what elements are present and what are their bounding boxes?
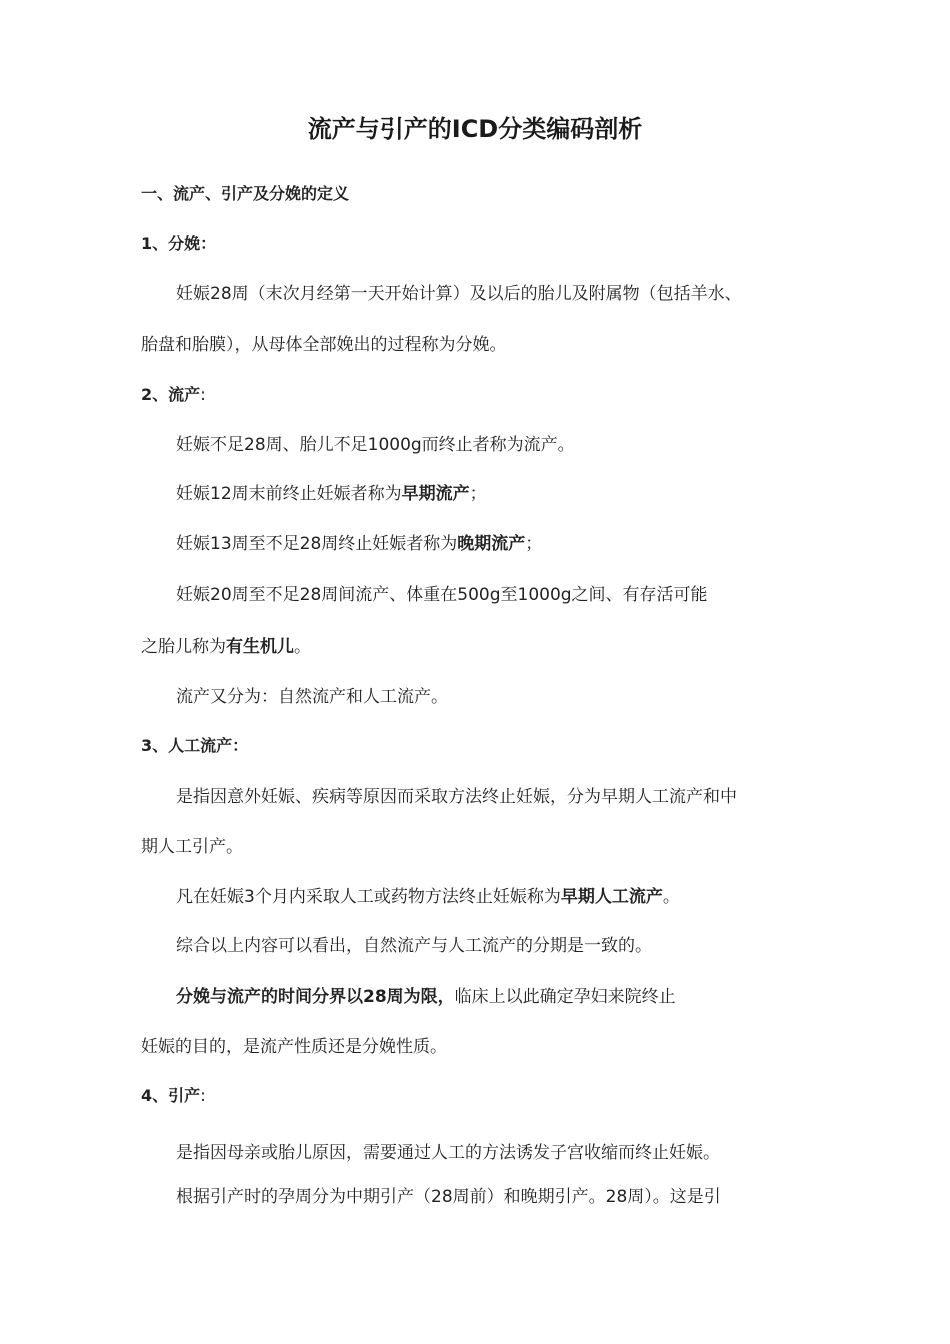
- subheading-induction-text: 4、引产: [141, 1086, 201, 1105]
- paragraph-viable-fetus-line1: 妊娠20周至不足28周间流产、体重在500g至1000g之间、有存活可能: [176, 585, 708, 605]
- paragraph-summary: 综合以上内容可以看出，自然流产与人工流产的分期是一致的。: [176, 936, 652, 956]
- paragraph-abortion-types: 流产又分为：自然流产和人工流产。: [176, 687, 448, 707]
- paragraph-induced-line2: 期人工引产。: [141, 837, 243, 857]
- bold-term-early-induced-abortion: 早期人工流产: [560, 887, 663, 907]
- paragraph-induction-definition: 是指因母亲或胎儿原因，需要通过人工的方法诱发子宫收缩而终止妊娠。: [176, 1143, 720, 1163]
- paragraph-boundary-line2: 妊娠的目的，是流产性质还是分娩性质。: [141, 1037, 447, 1057]
- subheading-delivery: 1、分娩：: [141, 234, 217, 253]
- paragraph-late-abortion: [176, 532, 542, 556]
- text: ；: [525, 534, 543, 554]
- paragraph-induced-line1: 是指因意外妊娠、疾病等原因而采取方法终止妊娠，分为早期人工流产和中: [176, 787, 737, 807]
- text: 。: [294, 637, 311, 657]
- paragraph-abortion-definition: 妊娠不足28周、胎儿不足1000g而终止者称为流产。: [176, 435, 575, 455]
- subheading-abortion-text: 2、流产: [141, 385, 201, 404]
- text: 妊娠13周至不足28周终止妊娠者称为: [176, 534, 458, 554]
- text: 之胎儿称为: [141, 637, 226, 657]
- paragraph-delivery-line1: 妊娠28周（末次月经第一天开始计算）及以后的胎儿及附属物（包括羊水、: [176, 284, 742, 304]
- bold-term-early-abortion: 早期流产: [401, 484, 470, 504]
- section-heading-definitions: 一、流产、引产及分娩的定义: [141, 184, 350, 203]
- text: 临床上以此确定孕妇来院终止: [454, 987, 676, 1007]
- paragraph-delivery-line2: 胎盘和胎膜），从母体全部娩出的过程称为分娩。: [141, 335, 507, 355]
- subheading-abortion-colon: :: [200, 385, 206, 405]
- text: ；: [469, 484, 487, 504]
- subheading-induction-colon: :: [200, 1086, 206, 1106]
- paragraph-induction-classification: 根据引产时的孕周分为中期引产（28周前）和晚期引产。28周）。这是引: [176, 1187, 721, 1207]
- text: 。: [662, 887, 680, 907]
- text: 凡在妊娠3个月内采取人工或药物方法终止妊娠称为: [176, 887, 561, 907]
- paragraph-early-induced: [176, 885, 680, 909]
- paragraph-viable-fetus-line2: [141, 635, 311, 659]
- subheading-abortion: [141, 383, 206, 407]
- paragraph-early-abortion: [176, 482, 487, 506]
- bold-boundary-statement: 分娩与流产的时间分界以28周为限，: [176, 987, 455, 1007]
- document-title: 流产与引产的ICD分类编码剖析: [307, 115, 643, 143]
- bold-term-viable-fetus: 有生机儿: [226, 637, 294, 657]
- bold-term-late-abortion: 晚期流产: [457, 534, 526, 554]
- subheading-induction: [141, 1084, 206, 1108]
- paragraph-boundary-line1: [176, 985, 676, 1009]
- subheading-induced-abortion: 3、人工流产：: [141, 736, 249, 755]
- text: 妊娠12周末前终止妊娠者称为: [176, 484, 402, 504]
